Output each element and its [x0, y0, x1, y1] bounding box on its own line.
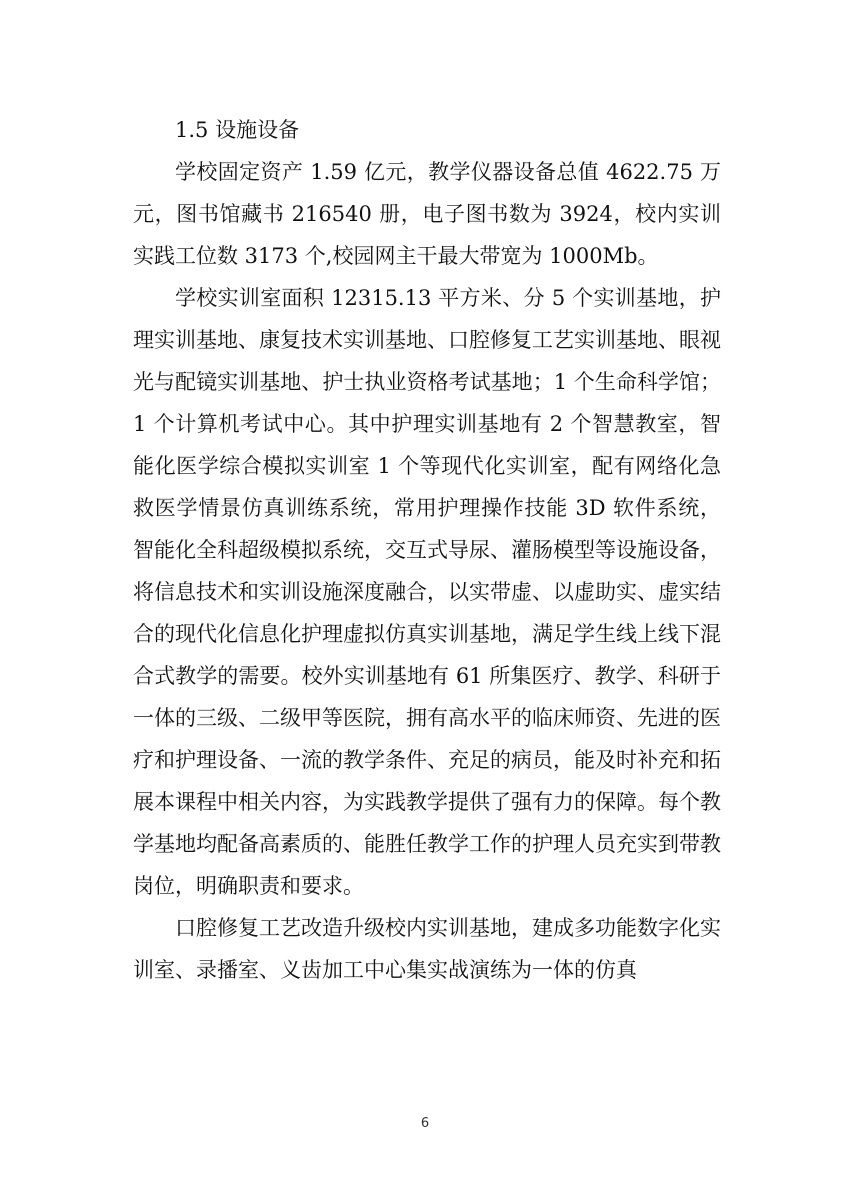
document-body [133, 109, 721, 991]
paragraph-assets: 学校固定资产 1.59 亿元，教学仪器设备总值 4622.75 万元，图书馆藏书 216540 册，电子图书数为 3924，校内实训实践工位数 3173 个,校园网主干最大带宽为 1000Mb。 [133, 160, 721, 268]
section-heading: 1.5 设施设备 [175, 118, 300, 142]
paragraph-dental-training: 口腔修复工艺改造升级校内实训基地，建成多功能数字化实训室、录播室、义齿加工中心集实战演练为一体的仿真 [133, 916, 721, 982]
paragraph-training-facilities: 学校实训室面积 12315.13 平方米、分 5 个实训基地，护理实训基地、康复技术实训基地、口腔修复工艺实训基地、眼视光与配镜实训基地、护士执业资格考试基地；1 个生命科学馆；1 个计算机考试中心。其中护理实训基地有 2 个智慧教室，智能化医学综合模拟实训室 1 个等现代化实训室，配有网络化急救医学情景仿真训练系统，常用护理操作技能 3D 软件系统，智能化全科超级模拟系统，交互式导尿、灌肠模型等设施设备，将信息技术和实训设施深度融合，以实带虚、以虚助实、虚实结合的现代化信息化护理虚拟仿真实训基地，满足学生线上线下混合式教学的需要。校外实训基地有 61 所集医疗、教学、科研于一体的三级、二级甲等医院，拥有高水平的临床师资、先进的医疗和护理设备、一流的教学条件、充足的病员，能及时补充和拓展本课程中相关内容，为实践教学提供了强有力的保障。每个教学基地均配备高素质的、能胜任教学工作的护理人员充实到带教岗位，明确职责和要求。 [133, 286, 721, 898]
page-number: 6 [420, 1116, 430, 1131]
